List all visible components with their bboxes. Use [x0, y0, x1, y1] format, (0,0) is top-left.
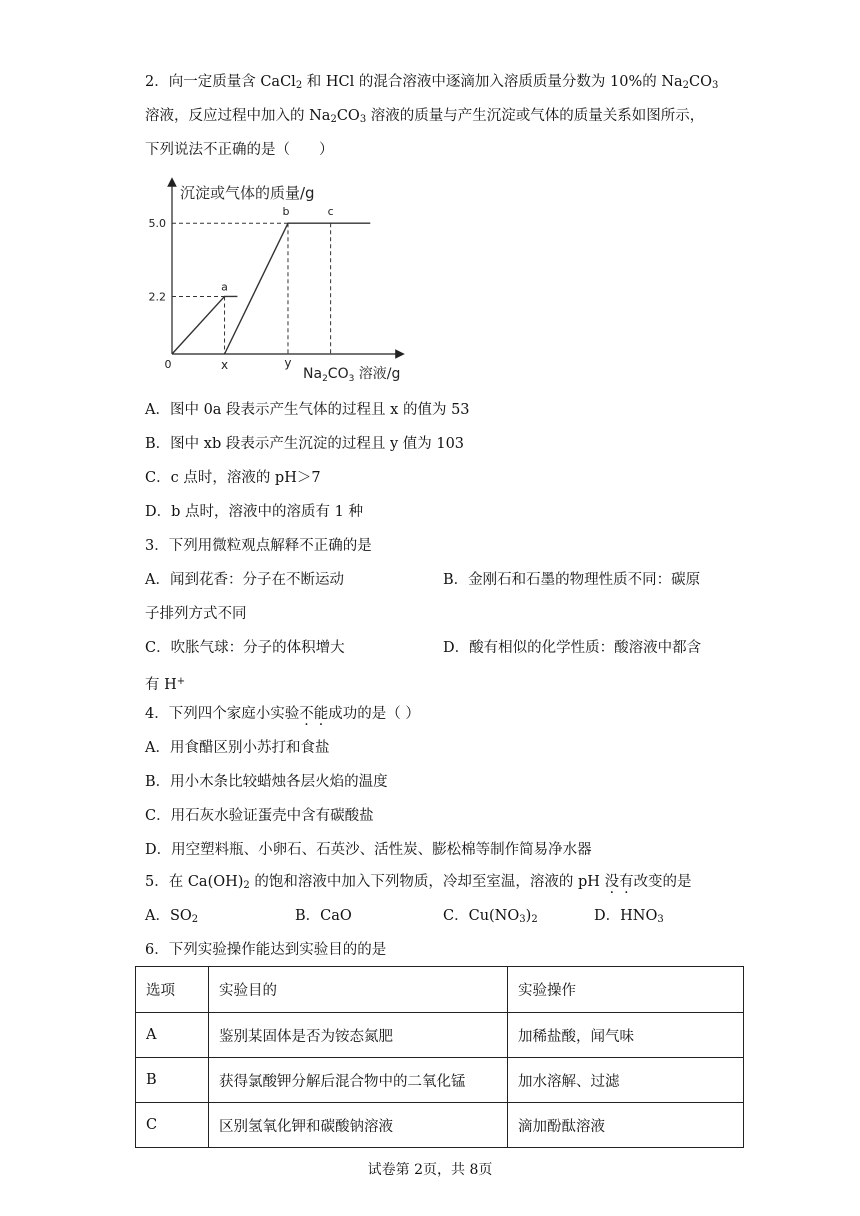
- emphasis-char: 能: [313, 706, 329, 722]
- q3-option-a: A．闻到花香：分子在不断运动: [145, 572, 344, 588]
- q3-option-b-cont: 子排列方式不同: [145, 606, 247, 622]
- q2-text: 溶液，反应过程中加入的 Na: [145, 108, 331, 124]
- y-tick-label: 5.0: [148, 217, 166, 231]
- q6-stem: 6．下列实验操作能达到实验目的的是: [145, 942, 387, 958]
- x-tick-label: x: [220, 358, 229, 372]
- q4-option-b: B．用小木条比较蜡烛各层火焰的温度: [145, 774, 388, 790]
- y-tick-label: 2.2: [148, 290, 166, 304]
- table-cell: 加水溶解、过滤: [508, 1058, 744, 1103]
- table-cell: B: [136, 1058, 209, 1103]
- q5-text: 5．在 Ca(OH): [145, 874, 244, 890]
- q2-stem-line1: [145, 72, 718, 96]
- point-label-b: b: [282, 205, 290, 219]
- origin-label: 0: [164, 358, 172, 371]
- y-axis-label: 沉淀或气体的质量/g: [180, 184, 315, 202]
- subscript: 2: [295, 80, 303, 91]
- q4-stem: [145, 704, 420, 724]
- q3-text: 有 H: [145, 677, 177, 693]
- table-header-cell: 实验操作: [508, 967, 744, 1013]
- table-cell: 加稀盐酸，闻气味: [508, 1013, 744, 1058]
- subscript: 2: [243, 880, 250, 891]
- q2-text: 和 HCl 的混合溶液中逐滴加入溶质质量分数为 10%的 Na: [302, 74, 683, 90]
- q2-text: 2．向一定质量含 CaCl: [145, 74, 296, 90]
- table-header-cell: 选项: [136, 967, 209, 1013]
- q4-text: 成功的是（ ）: [328, 706, 420, 722]
- precipitate-gas-chart: [140, 176, 420, 386]
- q2-option-b: B．图中 xb 段表示产生沉淀的过程且 y 值为 103: [145, 436, 465, 452]
- q4-option-c: C．用石灰水验证蛋壳中含有碳酸盐: [145, 808, 374, 824]
- q2-stem-line3: 下列说法不正确的是（ ）: [145, 142, 334, 158]
- q2-option-d: D．b 点时，溶液中的溶质有 1 种: [145, 504, 363, 520]
- q3-stem: 3．下列用微粒观点解释不正确的是: [145, 538, 372, 554]
- q3-option-b: B．金刚石和石墨的物理性质不同：碳原: [443, 572, 701, 588]
- q5-text: 的饱和溶液中加入下列物质，冷却至室温，溶液的 pH: [249, 874, 605, 890]
- q5-option-a: A．$SO_2$: [145, 908, 199, 925]
- table-cell: A: [136, 1013, 209, 1058]
- table-cell: 滴加酚酞溶液: [508, 1103, 744, 1148]
- q2-text: 溶液的质量与产生沉淀或气体的质量关系如图所示，: [366, 108, 705, 124]
- table-cell: C: [136, 1103, 209, 1148]
- series-line-1: [172, 296, 237, 354]
- q5-stem: [145, 872, 692, 896]
- q4-text: 4．下列四个家庭小实验: [145, 706, 300, 722]
- table-row: [136, 1013, 744, 1058]
- q3-option-d-cont: [145, 672, 185, 695]
- superscript: +: [176, 676, 186, 687]
- q4-option-a: A．用食醋区别小苏打和食盐: [145, 740, 330, 756]
- q5-option-c: C．$Cu(NO_3)_2$: [443, 908, 538, 925]
- q5-option-b: B．CaO: [295, 908, 352, 924]
- q2-option-a: A．图中 0a 段表示产生气体的过程且 x 的值为 53: [145, 402, 470, 418]
- emphasis-char: 不: [299, 706, 314, 722]
- emphasis-char: 有: [619, 874, 634, 890]
- q5-text: 改变的是: [633, 874, 692, 890]
- subscript: 2: [682, 80, 690, 91]
- q2-text: CO: [336, 108, 360, 124]
- point-label-c: c: [327, 205, 334, 219]
- q2-text: CO: [689, 74, 713, 90]
- x-axis-label: $Na_2CO_3$ 溶液/g: [303, 366, 401, 384]
- series-line-2: [225, 223, 371, 354]
- table-row: [136, 1103, 744, 1148]
- q3-option-c: C．吹胀气球：分子的体积增大: [145, 640, 345, 656]
- table-header-cell: 实验目的: [209, 967, 508, 1013]
- page-footer: 试卷第 2页，共 8页: [367, 1162, 493, 1178]
- subscript: 3: [359, 114, 367, 125]
- emphasis-char: 没: [604, 874, 620, 890]
- q2-option-c: C．c 点时，溶液的 pH＞7: [145, 470, 321, 486]
- experiment-table: [135, 966, 744, 1148]
- table-cell: 获得氯酸钾分解后混合物中的二氧化锰: [209, 1058, 508, 1103]
- table-cell: 鉴别某固体是否为铵态氮肥: [209, 1013, 508, 1058]
- table-header-row: [136, 967, 744, 1013]
- table-row: [136, 1058, 744, 1103]
- point-label-a: a: [221, 280, 228, 294]
- q4-option-d: D．用空塑料瓶、小卵石、石英沙、活性炭、膨松棉等制作简易净水器: [145, 842, 592, 858]
- q2-stem-line2: [145, 106, 704, 130]
- subscript: 3: [712, 80, 719, 91]
- table-cell: 区别氢氧化钾和碳酸钠溶液: [209, 1103, 508, 1148]
- subscript: 2: [330, 114, 337, 125]
- q5-option-d: D．$HNO_3$: [594, 908, 664, 925]
- q3-option-d: D．酸有相似的化学性质：酸溶液中都含: [443, 640, 702, 656]
- x-tick-label: y: [284, 356, 292, 370]
